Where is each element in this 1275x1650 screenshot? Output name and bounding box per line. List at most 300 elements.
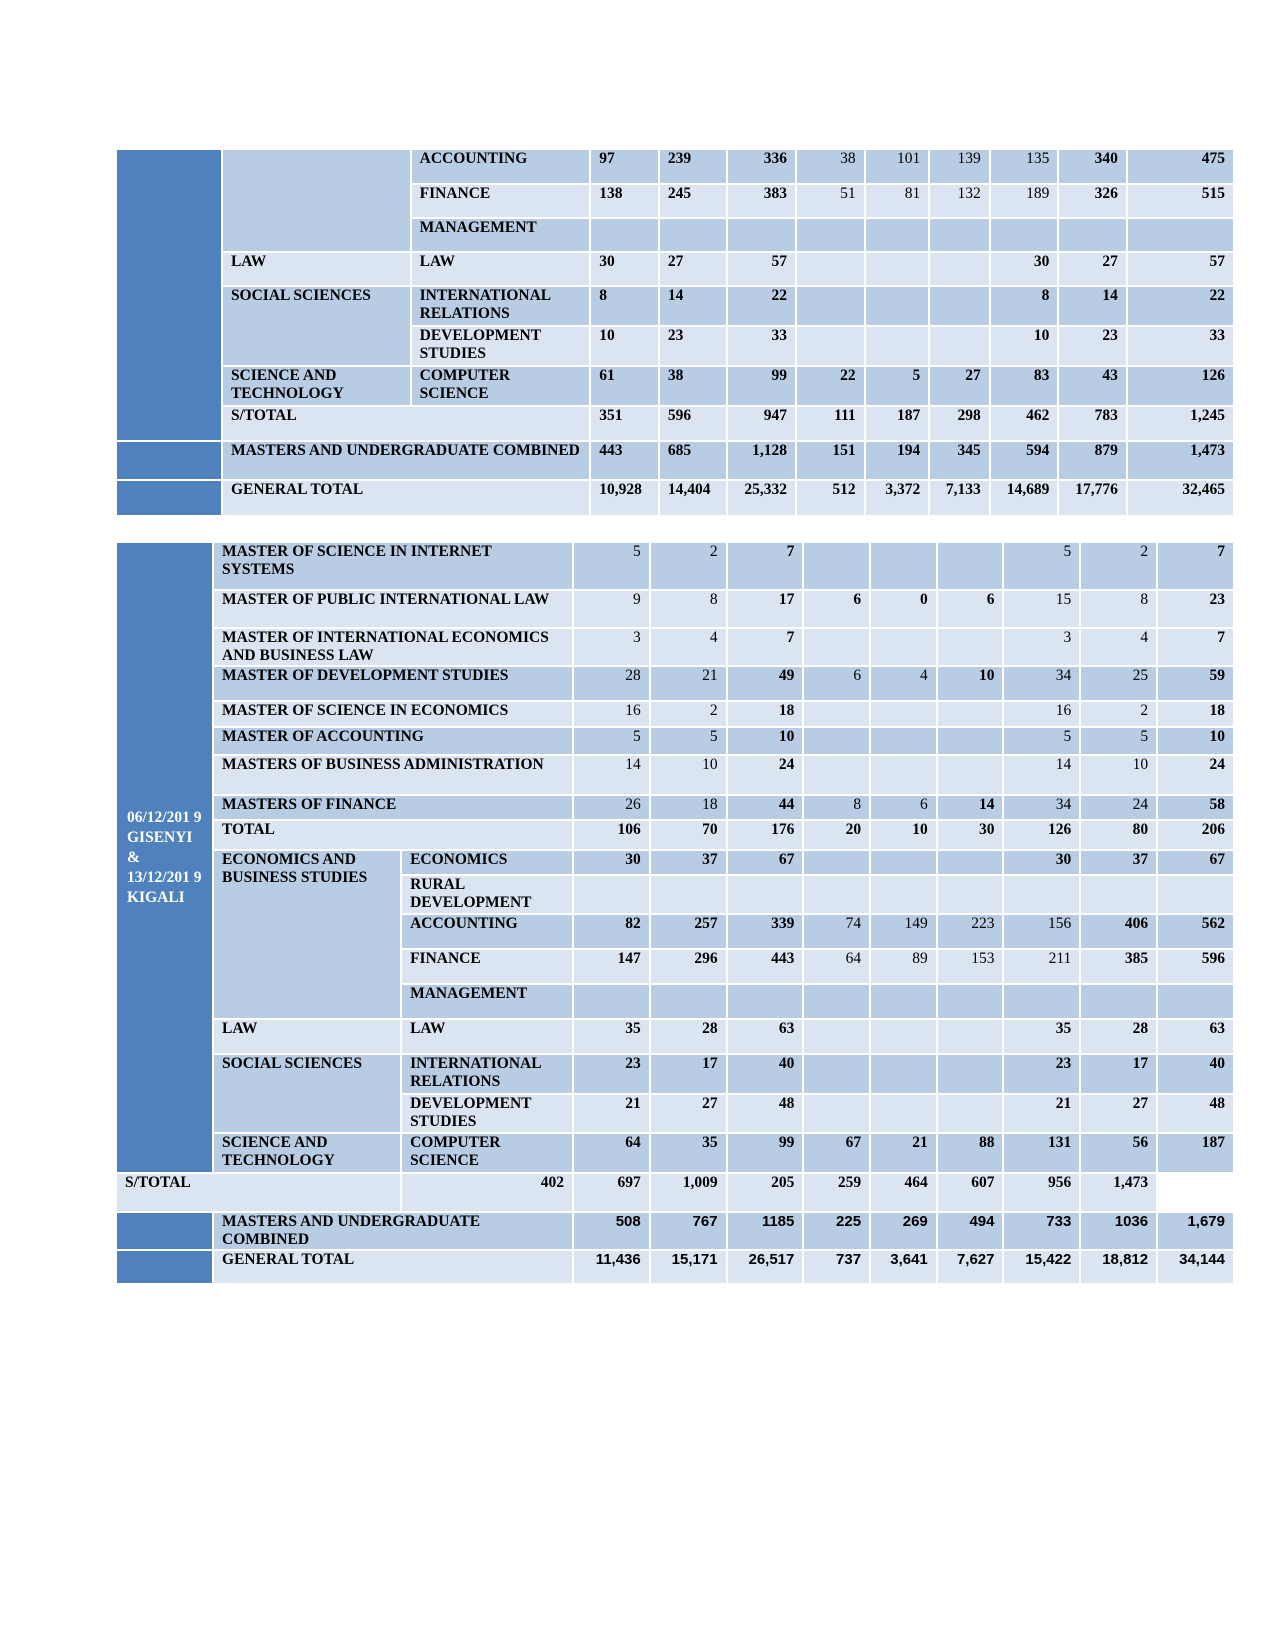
value-cell: 131 <box>1004 1134 1079 1172</box>
value-cell <box>797 327 864 365</box>
program-cell: MASTERS OF FINANCE <box>214 796 572 819</box>
value-cell <box>938 851 1003 874</box>
value-cell: 189 <box>991 185 1058 217</box>
value-cell <box>797 287 864 325</box>
value-cell: 1,009 <box>651 1174 726 1211</box>
value-cell <box>871 543 936 589</box>
value-cell: 57 <box>1128 253 1233 285</box>
value-cell: 132 <box>930 185 989 217</box>
value-cell: 14 <box>1004 756 1079 794</box>
value-cell: 1,679 <box>1158 1213 1233 1249</box>
faculty-cell: LAW <box>214 1020 400 1053</box>
value-cell: 80 <box>1081 821 1156 849</box>
program-cell: ACCOUNTING <box>402 915 572 948</box>
value-cell: 25,332 <box>728 481 795 515</box>
program-cell: LAW <box>402 1020 572 1053</box>
value-cell: 2 <box>651 543 726 589</box>
value-cell: 64 <box>804 950 869 983</box>
value-cell: 27 <box>651 1095 726 1132</box>
value-cell: 10 <box>591 327 658 365</box>
value-cell <box>871 756 936 794</box>
table-row <box>117 756 1233 794</box>
value-cell <box>1004 876 1079 913</box>
value-cell: 351 <box>591 407 658 440</box>
value-cell: 2 <box>1081 543 1156 589</box>
value-cell: 340 <box>1059 150 1126 183</box>
value-cell: 89 <box>871 950 936 983</box>
value-cell: 187 <box>866 407 929 440</box>
value-cell <box>938 876 1003 913</box>
value-cell: 18 <box>651 796 726 819</box>
value-cell: 22 <box>797 367 864 405</box>
value-cell <box>938 728 1003 754</box>
program-cell: MASTER OF INTERNATIONAL ECONOMICS AND BUSINESS LAW <box>214 629 572 665</box>
value-cell: 27 <box>660 253 727 285</box>
value-cell: 1185 <box>728 1213 803 1249</box>
value-cell: 70 <box>651 821 726 849</box>
value-cell: 28 <box>574 667 649 700</box>
value-cell: 494 <box>938 1213 1003 1249</box>
value-cell: 49 <box>728 667 803 700</box>
program-cell: DEVELOPMENT STUDIES <box>402 1095 572 1132</box>
value-cell <box>871 629 936 665</box>
value-cell: 97 <box>591 150 658 183</box>
side-bar <box>117 442 221 479</box>
value-cell: 947 <box>728 407 795 440</box>
value-cell: 35 <box>1004 1020 1079 1053</box>
table-row <box>117 287 1233 325</box>
value-cell <box>930 327 989 365</box>
value-cell: 1,128 <box>728 442 795 479</box>
value-cell: 27 <box>930 367 989 405</box>
value-cell: 336 <box>728 150 795 183</box>
value-cell: 64 <box>574 1134 649 1172</box>
value-cell <box>728 876 803 913</box>
program-cell: MANAGEMENT <box>402 985 572 1018</box>
value-cell: 257 <box>651 915 726 948</box>
value-cell: 8 <box>591 287 658 325</box>
value-cell <box>1158 876 1233 913</box>
value-cell: 5 <box>1004 543 1079 589</box>
total-label: GENERAL TOTAL <box>214 1251 572 1283</box>
value-cell: 27 <box>1081 1095 1156 1132</box>
value-cell: 37 <box>1081 851 1156 874</box>
value-cell: 515 <box>1128 185 1233 217</box>
value-cell: 10 <box>651 756 726 794</box>
value-cell <box>1128 219 1233 251</box>
value-cell: 48 <box>1158 1095 1233 1132</box>
value-cell <box>804 851 869 874</box>
value-cell: 10 <box>871 821 936 849</box>
value-cell: 562 <box>1158 915 1233 948</box>
value-cell: 156 <box>1004 915 1079 948</box>
value-cell: 138 <box>591 185 658 217</box>
value-cell <box>871 728 936 754</box>
value-cell: 23 <box>1004 1055 1079 1093</box>
value-cell: 956 <box>1004 1174 1079 1211</box>
value-cell: 35 <box>651 1134 726 1172</box>
value-cell: 339 <box>728 915 803 948</box>
value-cell: 33 <box>1128 327 1233 365</box>
value-cell <box>574 985 649 1018</box>
value-cell: 34 <box>1004 667 1079 700</box>
value-cell: 82 <box>574 915 649 948</box>
value-cell <box>804 543 869 589</box>
value-cell: 0 <box>871 591 936 627</box>
value-cell: 67 <box>728 851 803 874</box>
value-cell: 767 <box>651 1213 726 1249</box>
value-cell <box>866 327 929 365</box>
value-cell <box>1004 985 1079 1018</box>
value-cell: 32,465 <box>1128 481 1233 515</box>
value-cell: 5 <box>574 728 649 754</box>
value-cell: 223 <box>938 915 1003 948</box>
value-cell <box>871 851 936 874</box>
program-cell: MASTERS OF BUSINESS ADMINISTRATION <box>214 756 572 794</box>
value-cell: 51 <box>797 185 864 217</box>
value-cell: 23 <box>1158 591 1233 627</box>
value-cell: 126 <box>1004 821 1079 849</box>
value-cell: 733 <box>1004 1213 1079 1249</box>
value-cell: 194 <box>866 442 929 479</box>
value-cell <box>871 1055 936 1093</box>
program-cell: INTERNATIONAL RELATIONS <box>402 1055 572 1093</box>
value-cell: 3,641 <box>871 1251 936 1283</box>
value-cell: 7,627 <box>938 1251 1003 1283</box>
value-cell: 4 <box>1081 629 1156 665</box>
value-cell: 406 <box>1081 915 1156 948</box>
value-cell: 187 <box>1158 1134 1233 1172</box>
table-row <box>117 1055 1233 1093</box>
value-cell <box>930 253 989 285</box>
value-cell: 296 <box>651 950 726 983</box>
enrollment-table-1 <box>115 148 1235 517</box>
value-cell: 1,473 <box>1128 442 1233 479</box>
value-cell: 5 <box>651 728 726 754</box>
value-cell: 16 <box>574 702 649 726</box>
program-cell: FINANCE <box>402 950 572 983</box>
program-cell: MASTER OF SCIENCE IN ECONOMICS <box>214 702 572 726</box>
value-cell: 1,245 <box>1128 407 1233 440</box>
value-cell: 30 <box>938 821 1003 849</box>
table-row <box>117 667 1233 700</box>
value-cell: 27 <box>1059 253 1126 285</box>
table-row <box>117 591 1233 627</box>
value-cell: 30 <box>574 851 649 874</box>
value-cell: 6 <box>871 796 936 819</box>
value-cell: 783 <box>1059 407 1126 440</box>
side-bar <box>117 481 221 515</box>
value-cell: 697 <box>574 1174 649 1211</box>
table-row <box>117 1251 1233 1283</box>
value-cell: 17 <box>651 1055 726 1093</box>
value-cell: 24 <box>728 756 803 794</box>
table-row <box>117 702 1233 726</box>
value-cell: 205 <box>728 1174 803 1211</box>
value-cell <box>797 253 864 285</box>
value-cell: 67 <box>804 1134 869 1172</box>
value-cell <box>574 876 649 913</box>
value-cell: 7 <box>728 629 803 665</box>
value-cell <box>1081 985 1156 1018</box>
value-cell: 30 <box>1004 851 1079 874</box>
value-cell: 2 <box>1081 702 1156 726</box>
value-cell: 34 <box>1004 796 1079 819</box>
value-cell: 33 <box>728 327 795 365</box>
value-cell: 10,928 <box>591 481 658 515</box>
value-cell <box>660 219 727 251</box>
value-cell: 206 <box>1158 821 1233 849</box>
value-cell: 30 <box>591 253 658 285</box>
value-cell: 596 <box>1158 950 1233 983</box>
table-row <box>117 481 1233 515</box>
program-cell: MASTER OF ACCOUNTING <box>214 728 572 754</box>
table-row <box>117 1134 1233 1172</box>
faculty-cell: SCIENCE AND TECHNOLOGY <box>214 1134 400 1172</box>
value-cell: 18 <box>728 702 803 726</box>
value-cell: 6 <box>938 591 1003 627</box>
total-label: TOTAL <box>214 821 572 849</box>
value-cell: 40 <box>728 1055 803 1093</box>
table-row <box>117 1174 1233 1211</box>
value-cell: 385 <box>1081 950 1156 983</box>
value-cell: 58 <box>1158 796 1233 819</box>
value-cell: 21 <box>651 667 726 700</box>
value-cell: 14 <box>660 287 727 325</box>
value-cell <box>804 1020 869 1053</box>
value-cell <box>728 219 795 251</box>
table-row <box>117 796 1233 819</box>
value-cell: 67 <box>1158 851 1233 874</box>
faculty-cell: SOCIAL SCIENCES <box>223 287 410 365</box>
value-cell: 38 <box>797 150 864 183</box>
value-cell: 37 <box>651 851 726 874</box>
value-cell: 57 <box>728 253 795 285</box>
value-cell: 383 <box>728 185 795 217</box>
value-cell: 6 <box>804 667 869 700</box>
value-cell: 211 <box>1004 950 1079 983</box>
value-cell <box>804 1095 869 1132</box>
value-cell: 147 <box>574 950 649 983</box>
value-cell <box>871 1095 936 1132</box>
value-cell: 43 <box>1059 367 1126 405</box>
value-cell: 34,144 <box>1158 1251 1233 1283</box>
value-cell: 512 <box>797 481 864 515</box>
value-cell: 30 <box>991 253 1058 285</box>
value-cell: 15 <box>1004 591 1079 627</box>
value-cell: 88 <box>938 1134 1003 1172</box>
value-cell: 10 <box>938 667 1003 700</box>
value-cell <box>1081 876 1156 913</box>
value-cell: 443 <box>728 950 803 983</box>
value-cell: 10 <box>728 728 803 754</box>
value-cell <box>866 253 929 285</box>
program-cell: MASTER OF PUBLIC INTERNATIONAL LAW <box>214 591 572 627</box>
value-cell <box>938 1095 1003 1132</box>
value-cell: 21 <box>574 1095 649 1132</box>
program-cell: COMPUTER SCIENCE <box>412 367 590 405</box>
value-cell: 59 <box>1158 667 1233 700</box>
value-cell: 259 <box>804 1174 869 1211</box>
value-cell: 6 <box>804 591 869 627</box>
value-cell: 40 <box>1158 1055 1233 1093</box>
value-cell: 38 <box>660 367 727 405</box>
value-cell: 24 <box>1081 796 1156 819</box>
program-cell: MASTER OF DEVELOPMENT STUDIES <box>214 667 572 700</box>
program-cell: LAW <box>412 253 590 285</box>
value-cell <box>804 756 869 794</box>
value-cell: 245 <box>660 185 727 217</box>
value-cell: 48 <box>728 1095 803 1132</box>
value-cell: 1036 <box>1081 1213 1156 1249</box>
enrollment-table-2 <box>115 541 1235 1285</box>
value-cell: 14 <box>938 796 1003 819</box>
value-cell: 1,473 <box>1081 1174 1156 1211</box>
value-cell: 475 <box>1128 150 1233 183</box>
value-cell: 326 <box>1059 185 1126 217</box>
value-cell <box>804 1055 869 1093</box>
faculty-cell: ECONOMICS AND BUSINESS STUDIES <box>214 851 400 1018</box>
value-cell <box>938 1055 1003 1093</box>
table-row <box>117 851 1233 874</box>
side-bar <box>117 1251 212 1283</box>
value-cell: 18,812 <box>1081 1251 1156 1283</box>
value-cell: 17,776 <box>1059 481 1126 515</box>
value-cell <box>871 985 936 1018</box>
value-cell <box>930 287 989 325</box>
value-cell: 22 <box>1128 287 1233 325</box>
value-cell: 139 <box>930 150 989 183</box>
faculty-cell: SOCIAL SCIENCES <box>214 1055 400 1132</box>
value-cell: 2 <box>651 702 726 726</box>
program-cell: COMPUTER SCIENCE <box>402 1134 572 1172</box>
total-label: S/TOTAL <box>117 1174 400 1211</box>
value-cell: 464 <box>871 1174 936 1211</box>
value-cell: 21 <box>871 1134 936 1172</box>
value-cell: 111 <box>797 407 864 440</box>
value-cell: 10 <box>1081 756 1156 794</box>
value-cell: 5 <box>574 543 649 589</box>
value-cell <box>871 702 936 726</box>
value-cell <box>938 1020 1003 1053</box>
value-cell: 26 <box>574 796 649 819</box>
value-cell: 11,436 <box>574 1251 649 1283</box>
value-cell: 18 <box>1158 702 1233 726</box>
value-cell: 7 <box>1158 543 1233 589</box>
value-cell: 298 <box>930 407 989 440</box>
value-cell <box>938 985 1003 1018</box>
faculty-cell: SCIENCE AND TECHNOLOGY <box>223 367 410 405</box>
value-cell: 9 <box>574 591 649 627</box>
value-cell <box>866 287 929 325</box>
value-cell <box>938 629 1003 665</box>
value-cell: 8 <box>991 287 1058 325</box>
value-cell <box>728 985 803 1018</box>
value-cell: 3,372 <box>866 481 929 515</box>
table-row <box>117 543 1233 589</box>
value-cell: 26,517 <box>728 1251 803 1283</box>
value-cell: 3 <box>574 629 649 665</box>
value-cell: 8 <box>1081 591 1156 627</box>
value-cell: 594 <box>991 442 1058 479</box>
value-cell <box>591 219 658 251</box>
value-cell: 685 <box>660 442 727 479</box>
value-cell <box>651 876 726 913</box>
value-cell: 81 <box>866 185 929 217</box>
value-cell: 101 <box>866 150 929 183</box>
value-cell: 345 <box>930 442 989 479</box>
value-cell <box>938 756 1003 794</box>
value-cell: 61 <box>591 367 658 405</box>
value-cell: 15,422 <box>1004 1251 1079 1283</box>
value-cell: 99 <box>728 1134 803 1172</box>
value-cell: 443 <box>591 442 658 479</box>
table-row <box>117 253 1233 285</box>
program-cell: FINANCE <box>412 185 590 217</box>
value-cell: 8 <box>651 591 726 627</box>
value-cell <box>930 219 989 251</box>
value-cell: 25 <box>1081 667 1156 700</box>
side-bar <box>117 150 221 440</box>
table-row <box>117 728 1233 754</box>
value-cell: 23 <box>1059 327 1126 365</box>
program-cell: ACCOUNTING <box>412 150 590 183</box>
value-cell <box>1158 985 1233 1018</box>
faculty-cell: LAW <box>223 253 410 285</box>
faculty-cell <box>223 150 410 251</box>
value-cell: 14,689 <box>991 481 1058 515</box>
table-row <box>117 150 1233 183</box>
value-cell: 8 <box>804 796 869 819</box>
value-cell: 63 <box>728 1020 803 1053</box>
value-cell: 14 <box>574 756 649 794</box>
value-cell: 28 <box>651 1020 726 1053</box>
value-cell: 269 <box>871 1213 936 1249</box>
table-row <box>117 407 1233 440</box>
table-row <box>117 629 1233 665</box>
table-row <box>117 442 1233 479</box>
value-cell: 35 <box>574 1020 649 1053</box>
value-cell <box>797 219 864 251</box>
value-cell: 7 <box>1158 629 1233 665</box>
value-cell: 15,171 <box>651 1251 726 1283</box>
value-cell: 149 <box>871 915 936 948</box>
program-cell: INTERNATIONAL RELATIONS <box>412 287 590 325</box>
program-cell: ECONOMICS <box>402 851 572 874</box>
value-cell: 153 <box>938 950 1003 983</box>
value-cell: 16 <box>1004 702 1079 726</box>
value-cell: 596 <box>660 407 727 440</box>
total-label: MASTERS AND UNDERGRADUATE COMBINED <box>214 1213 572 1249</box>
value-cell: 879 <box>1059 442 1126 479</box>
table-row <box>117 1213 1233 1249</box>
value-cell: 126 <box>1128 367 1233 405</box>
value-cell: 106 <box>574 821 649 849</box>
total-label: S/TOTAL <box>223 407 589 440</box>
value-cell: 462 <box>991 407 1058 440</box>
value-cell: 17 <box>1081 1055 1156 1093</box>
value-cell <box>804 985 869 1018</box>
table-row <box>117 821 1233 849</box>
value-cell: 607 <box>938 1174 1003 1211</box>
value-cell: 28 <box>1081 1020 1156 1053</box>
value-cell: 99 <box>728 367 795 405</box>
value-cell: 4 <box>871 667 936 700</box>
value-cell <box>866 219 929 251</box>
value-cell <box>651 985 726 1018</box>
value-cell: 56 <box>1081 1134 1156 1172</box>
value-cell <box>804 728 869 754</box>
